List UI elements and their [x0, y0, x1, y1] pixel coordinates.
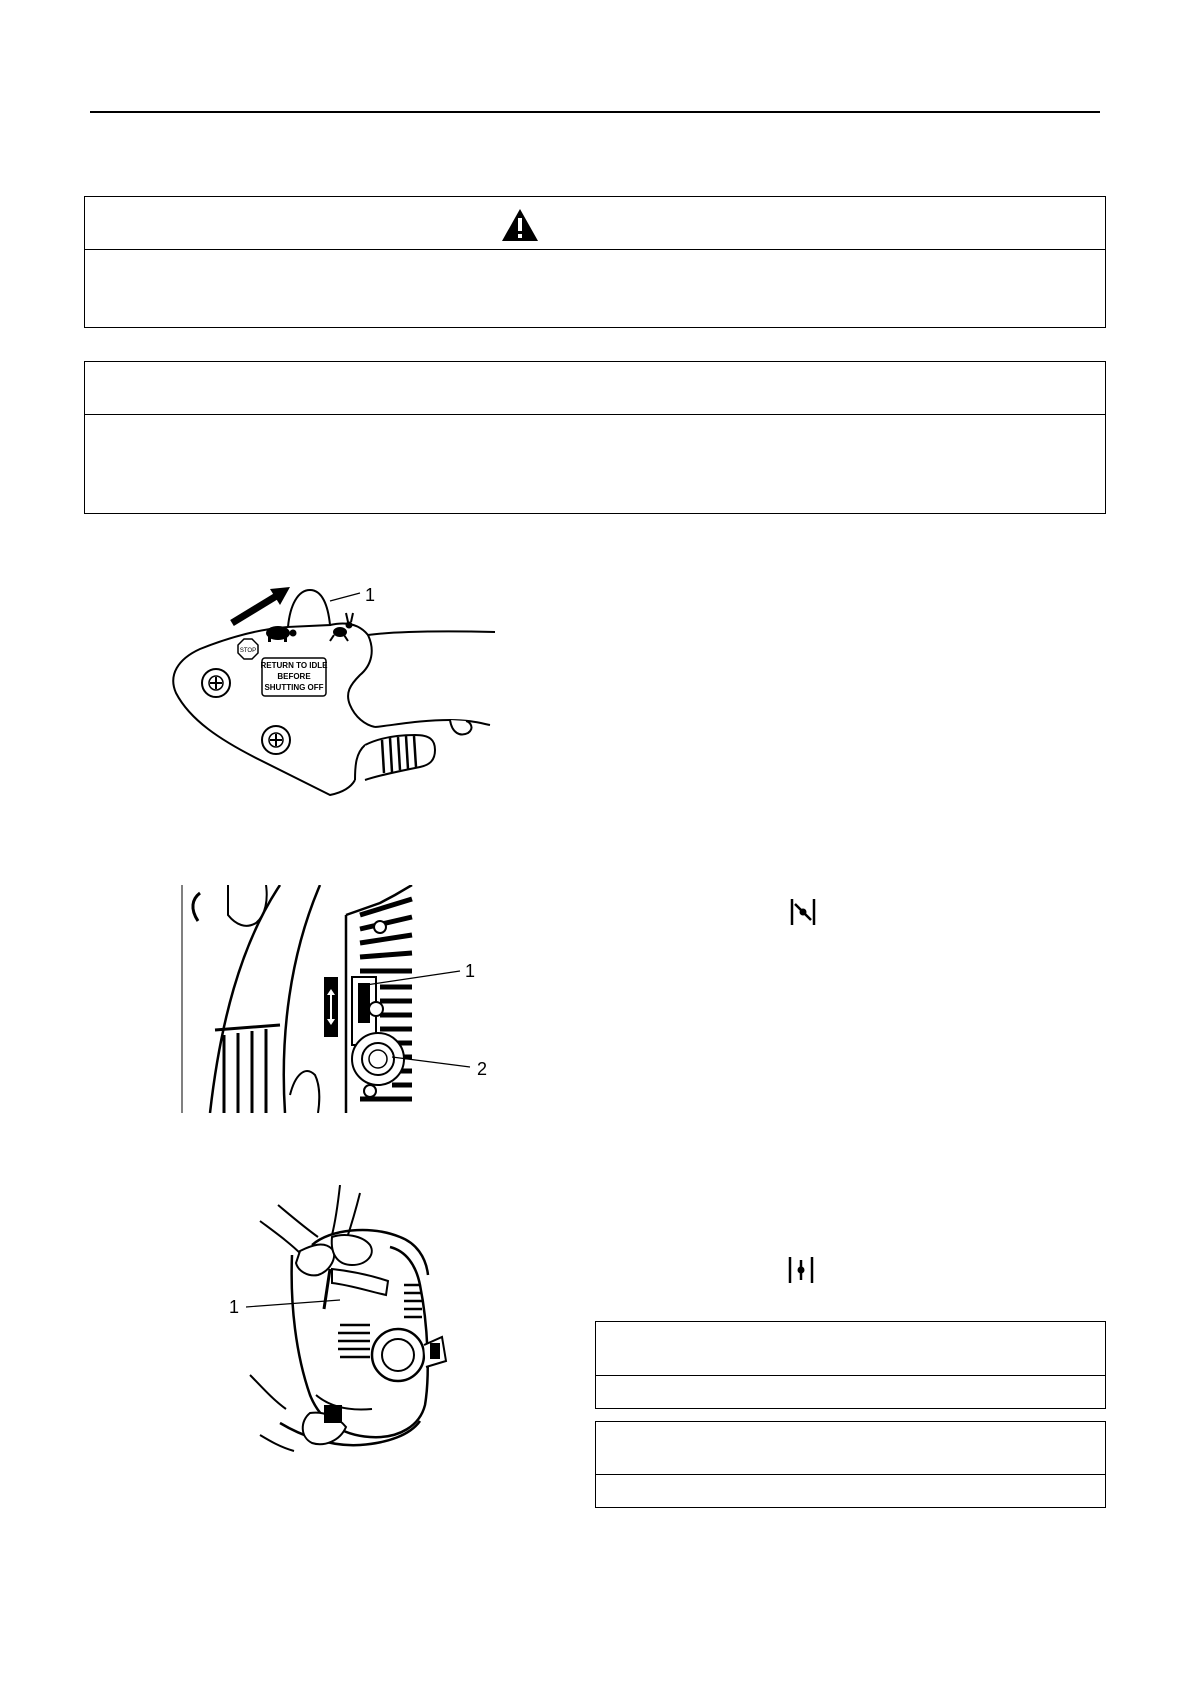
- rabbit-fast-icon: [330, 613, 353, 641]
- callout-1: 1: [464, 961, 476, 981]
- notice-box: [84, 361, 1106, 514]
- header-rule: [90, 111, 1100, 113]
- stop-sign-icon: [238, 639, 258, 659]
- note-box-1: [595, 1321, 1106, 1409]
- turtle-slow-icon: [266, 626, 297, 642]
- warning-box: [84, 196, 1106, 328]
- choke-open-symbol-icon: [788, 1256, 814, 1284]
- warning-triangle-icon: [501, 208, 539, 242]
- note-box-2: [595, 1421, 1106, 1508]
- screw-icon: [262, 726, 290, 754]
- choke-closed-symbol-icon: [790, 898, 816, 926]
- callout-1: 1: [364, 585, 376, 605]
- warning-box-header: [85, 197, 1105, 250]
- note-box-1-header: [596, 1322, 1105, 1376]
- throttle-handle-figure: [160, 575, 520, 805]
- engine-choke-figure: [180, 885, 500, 1113]
- arrow-icon: [232, 587, 290, 623]
- callout-1: 1: [228, 1297, 240, 1317]
- stop-label: STOP: [239, 648, 257, 654]
- notice-box-header: [85, 362, 1105, 415]
- decal-line-3: SHUTTING OFF: [264, 683, 324, 692]
- return-to-idle-decal: [261, 658, 329, 696]
- note-box-2-header: [596, 1422, 1105, 1475]
- screw-icon: [202, 669, 230, 697]
- blower-hands-figure: [220, 1185, 480, 1460]
- callout-2: 2: [476, 1059, 488, 1079]
- decal-line-1: RETURN TO IDLE: [260, 661, 328, 670]
- decal-line-2: BEFORE: [277, 672, 311, 681]
